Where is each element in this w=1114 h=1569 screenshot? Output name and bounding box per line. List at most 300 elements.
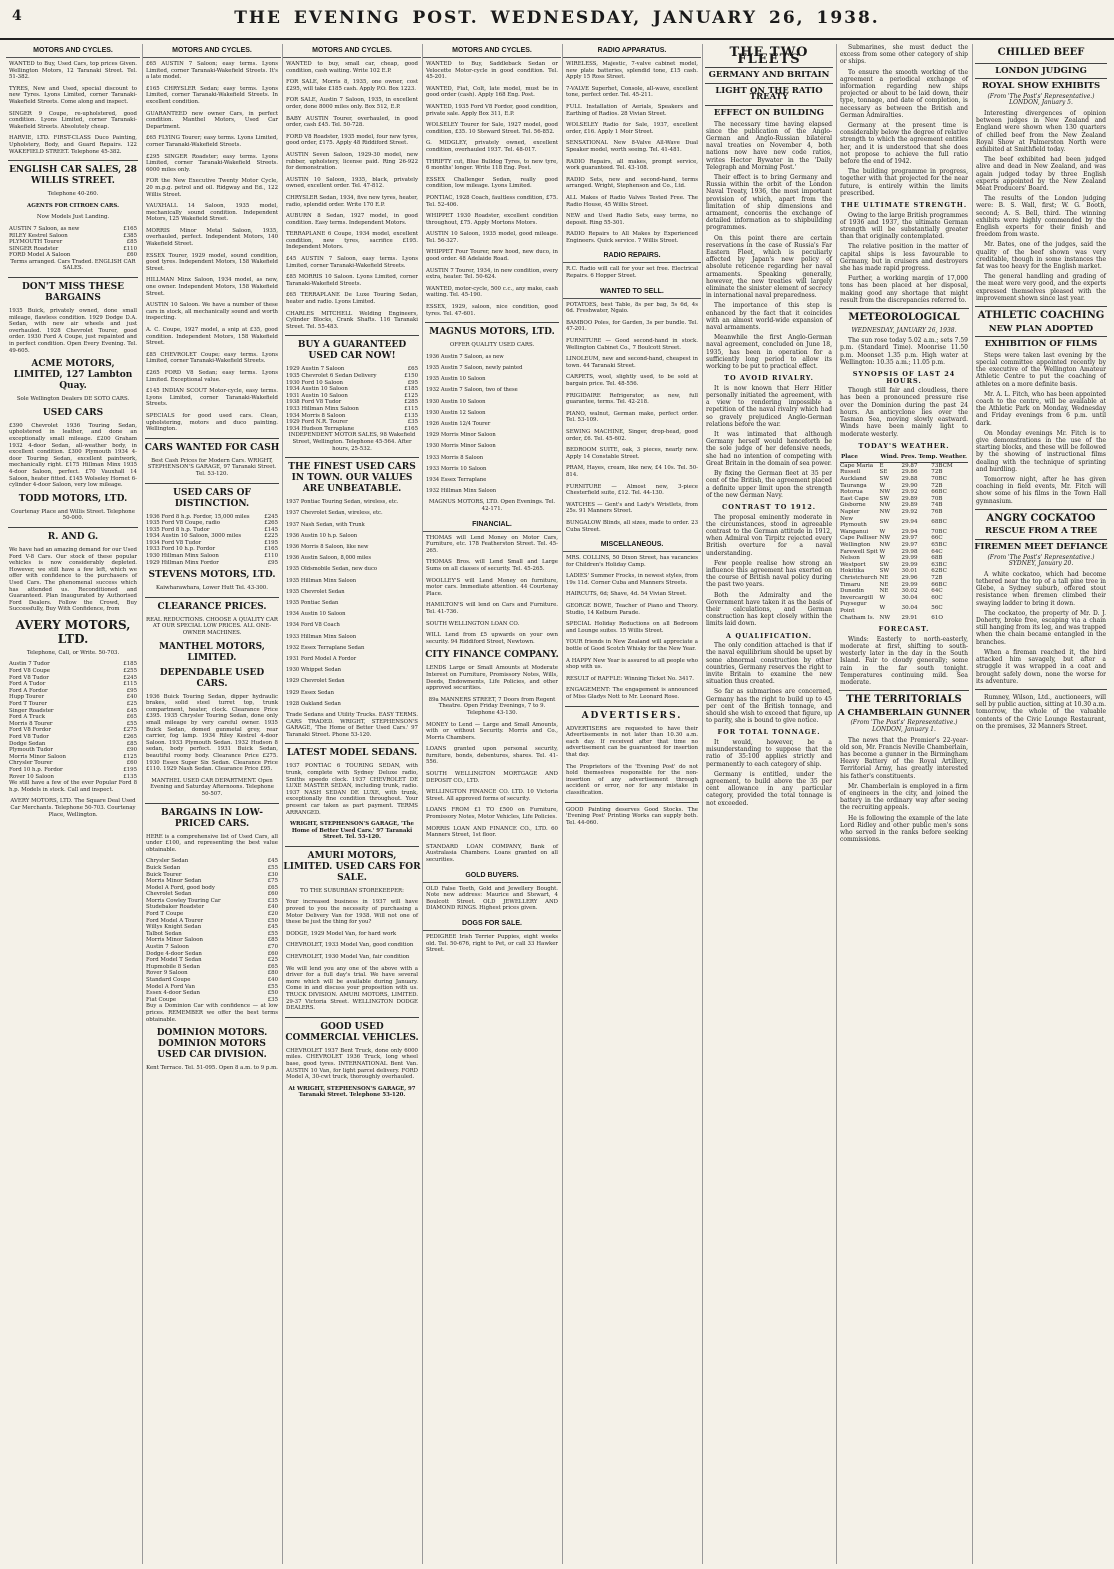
weather-cell: Hokitika [840,568,865,575]
weather-cell: NE [879,588,889,595]
weather-cell: 29.89 [901,495,918,502]
classified-ad: SPECIALS for good used cars. Clean, upholstering, motors and duco painting. Wellington. [146,412,278,433]
weather-cell: C [938,594,943,601]
article-headline: THE TERRITORIALS [846,694,962,706]
title-word: WEDNESDAY, [490,8,642,28]
weather-cell: Dunedin [840,588,864,595]
classified-ad: £265 FORD V8 Sedan; easy terms. Lyons Limited. Exceptional value. [146,369,278,383]
item-price: £275 [123,727,137,734]
article-body [837,212,971,304]
price-row [9,668,137,675]
item-name: Austin 7 Tudor [9,661,50,668]
ad-text: 1936 Buick Touring Sedan, dipper hydraulic brakes, solid steel turret top, trunk compartment, heater, clock. Clearance Price £395. 1935 Chrysler Touring Sedan, done only small mileage by very careful owner. 1935 Buick Sedan, domed gunmetal grey, rear carrier, fog lamp. 1934 Riley Kestrel 4-door Saloon. 1933 Plymouth Sedan. 1932 Hudson 8 sedan, body perfect. 1931 Buick Sedan, beautiful roomy body. Clearance Price £275. 1930 Essex Super Six Sedan. Clearance Price £110. 1929 Nash Sedan. Clearance Price £95. [146,693,278,773]
item-list [283,499,421,707]
ad-heading: ACME MOTORS, LIMITED, 127 Lambton Quay. [13,359,133,392]
item-name: 1934 Austin 10 Saloon, 3000 miles [146,533,242,540]
weather-cell: BC [938,489,947,496]
weather-cell: W [879,555,886,562]
weather-cell: Tauranga [840,482,867,489]
weather-cell: 29.91 [901,614,918,621]
price-list [6,226,140,259]
weather-row [840,615,968,622]
ad-text: MANTHEL USED CAR DEPARTMENT. Open Evening and Saturday Afternoons. Telephone 50-507. [150,777,274,797]
weather-cell: Farewell Spit [840,548,878,555]
article-body [973,110,1109,302]
weather-cell: 74 [931,502,939,509]
ad-text: We have had an amazing demand for our Used Ford V-8 Cars. Our stock of these popular vehicles is now considerably depleted. However, we still have a few left, which we offer with confidence to the purchasers of Used Cars. The phenomenal success which has attended us. Reconditioned and Guaranteed. Plan Inaugurated by Authorised Ford Dealers. Follow the Crowd, Buy Successfully, Buy With Confidence, from [9,546,137,613]
classified-ad: WANTED, Fiat, Colt, late model, must be in good order (cash). Apply 168 Eng. Post. [426,85,558,99]
classified-ad: BABY AUSTIN Tourer, overhauled, in good order, cash £45. Tel. 50-728. [286,115,418,129]
article-paragraph: The news that the Premier's 22-year-old son, Mr. Francis Neville Chamberlain, has become a gunner in the Birmingham Heavy Battery of the Royal Artillery, Territorial Army, has greatly interested his father's constituents. [840,736,968,780]
classified-ad: PONTIAC, 1928 Coach, faultless condition, £75. Tel. 52-406. [426,194,558,208]
classified-ad: FURNITURE — Almost new, 3-piece Chesterfield suite, £12. Tel. 44-130. [566,483,698,497]
item-price: £65 [267,884,278,891]
item-name: Ford V8 Tudor [9,734,49,740]
weather-cell: 29.86 [901,469,918,476]
classified-ad: AUSTIN 10 Saloon, 1935, black, privately owned, excellent order. Tel. 47-812. [286,176,418,190]
weather-column-header: Temp. [918,453,939,462]
price-row [9,708,137,715]
weather-cell: 63 [931,561,939,568]
article-crosshead: SYNOPSIS OF LAST 24 HOURS. [852,370,956,385]
weather-cell: C [938,604,943,611]
article-headline: ANGRY COCKATOO [986,512,1096,524]
article-paragraph: Mr. Chamberlain is employed in a firm of engineers in the city, and joined the battery in the ordinary way after seeing the recruiting appeals. [840,782,968,812]
section-heading: MOTORS AND CYCLES. [6,44,140,58]
ad-text: We will lend you any one of the above with a driver for a full day's trial. We have several more which will be available during January. Come in and discuss your proposition with us. TRUCK DIVISION. AMURI MOTORS, LIMITED. 29-37 Victoria Street. WELLINGTON DODGE DEALERS. [286,965,418,1012]
weather-cell: Auckland [840,476,867,483]
classified-ad: SOUTH WELLINGTON MORTGAGE AND DEPOSIT CO., LTD. [426,771,558,784]
weather-cell: Cape Maria [840,462,874,469]
weather-text: Though still fair and cloudless, there has been a pronounced pressure rise over the Dominion during the past 24 hours. An anticyclone lies over the Tasman Sea, moving slowly eastward. Winds have been mainly light to moderate westerly. [840,387,968,438]
weather-cell: 68 [931,555,939,562]
item-name: Rover 10 Saloon [9,773,54,780]
article-headline: ATHLETIC COACHING [977,310,1105,322]
weather-cell: B [938,574,943,581]
price-row [146,977,278,984]
article-subhead: EFFECT ON BUILDING [713,107,825,118]
classified-ad: £85 MORRIS 10 Saloon. Lyons Limited, corner Taranaki-Wakefield Streets. [286,274,418,287]
weather-cell: SW [879,561,890,568]
item-name: Morris Minor Saloon [9,753,66,760]
price-row [146,984,278,991]
item-price: £95 [267,559,278,566]
classified-ad: FULL Installation of Aerials, Speakers and Earthing of Radios. 28 Vivian Street. [566,103,698,117]
classified-list [423,535,561,646]
ad-heading: THE FINEST USED CARS IN TOWN. OUR VALUES ARE UNBEATABLE. [288,462,416,495]
item-name: Ford V8 Fordor [9,727,52,734]
price-row [146,997,278,1004]
ad-text: CHEVROLET 1937 Bent Truck, done only 6000 miles. CHEVROLET 1936 Truck, long wheel base, good tyres. INTERNATIONAL Bent Van. AUSTIN 10 Van, for light parcel delivery. FORD Model A, 30-cwt truck, thoroughly overhauled. [286,1047,418,1081]
ad-text: Best Cash Prices for Modern Cars. WRIGHT, STEPHENSON'S GARAGE, 97 Taranaki Street. Tel. 53-120. [147,457,277,477]
item-name: Morris Cowley Touring Car [146,897,221,904]
ad-text: £390 Chevrolet 1936 Touring Sedan, upholstered in leather, and done an exceptionally small mileage. £200 Graham 1932 4-door Sedan, all-weather body, in excellent condition. £300 Plymouth 1934 4-door Touring Sedan, excellent paintwork, mechanically right. £175 Hillman Minx 1935 4-door Saloon, perfect. £70 Vauxhall 14 Saloon, heater fitted. £145 Wolseley Hornet 6-cylinder 4-door Saloon, very low mileage. [9,422,137,489]
weather-table [840,453,968,621]
classified-ad: £65 TERRAPLANE De Luxe Touring Sedan, heater and radio. Lyons Limited. [286,292,418,306]
item-price: £65 [126,714,137,721]
classified-ad: WILL Lend from £5 upwards on your own security. 94 Riddiford Street, Newtown. [426,632,558,645]
price-row [146,891,278,898]
weather-cell: 29.87 [901,462,918,469]
classified-ad: £65 FLYING Tourer; easy terms. Lyons Limited, corner Taranaki-Wakefield Streets. [146,135,278,148]
list-item: 1936 Austin 7 Saloon, as new [426,353,504,360]
weather-cell: O [938,614,943,621]
item-price: £125 [404,392,418,399]
item-price: £245 [123,674,137,681]
item-price: £165 [123,225,137,232]
classified-ad: BEDROOM SUITE, oak, 3 pieces, nearly new. Apply 14 Constable Street. [566,447,698,460]
list-item: CHEVROLET, 1933 Model Van, good condition [286,942,414,949]
price-row [286,380,418,387]
item-name: 1934 Ford V8 Tudor [146,539,202,546]
article-paragraph: The importance of this step is enhanced by the fact that it coincides with an almost world-wide expansion of naval armaments. [706,302,832,332]
classified-ad: ENGAGEMENT: The engagement is announced of Miss Gladys Nott to Mr. Leonard Rose. [566,687,698,700]
item-name: AUSTIN 7 Saloon, as new [9,225,80,232]
section-heading: DOGS FOR SALE. [423,917,561,931]
weather-cell: W [879,528,886,535]
weather-cell: C [938,548,943,555]
article-paragraph: A white cockatoo, which had become tethered near the top of a tall pine tree in Glebe, a Sydney suburb, offered stout resistance when firemen climbed their swaying ladder to bring it down. [976,570,1106,607]
list-item: 1928 Oakland Sedan [286,700,341,707]
price-row [146,964,278,971]
item-price: £40 [267,904,278,911]
price-row [146,990,278,997]
article-paragraph: It was intimated that although Germany herself would henceforth be the sole judge of her defensive needs, she had no intention of competing with Great Britain in the domain of sea power. [706,431,832,467]
item-name: Morris Minor Sedan [146,878,202,885]
weather-row [840,575,968,582]
article-body [973,352,1109,505]
ad-text: Trade Sedans and Utility Trucks. EASY TERMS. CARS TRADED. WRIGHT, STEPHENSON'S GARAGE, 'The Home of Better Used Cars.' 97 Taranaki Street. Phone 53-120. [286,711,418,738]
classified-ad: LOANS FROM £1 TO £500 on Furniture, Promissory Notes, Motor Vehicles, Life Policies. [426,807,558,821]
weather-row [840,529,968,536]
list-item: 1933 Morris 8 Saloon [426,454,484,461]
weather-row [840,462,968,469]
price-row [9,760,137,767]
title-word: 26, [768,8,805,28]
article-paragraph: Submarines, she must deduct the excess from some other category of ship or ships. [840,44,968,66]
price-row [286,366,418,373]
article-crosshead: FORECAST. [878,625,930,634]
price-list [143,514,281,567]
item-name: RILEY Kestrel Saloon [9,232,68,239]
price-list [283,366,421,432]
weather-cell: BC [938,568,947,575]
ad-heading: CITY FINANCE COMPANY. [425,650,559,661]
ad-heading: BARGAINS IN LOW-PRICED CARS. [161,807,263,829]
weather-cell: 29.94 [901,518,918,525]
item-name: Ford 10 h.p. Fordor [9,766,63,773]
classified-ad: MRS. COLLINS, 50 Dixon Street, has vacancies for Children's Holiday Camp. [566,555,698,568]
classified-ad: SINGER 9 Coupe, re-upholstered, good condition. Lyons Limited, corner Taranaki-Wakefield Streets. Absolutely cheap. [9,110,137,130]
item-list [423,354,561,495]
item-price: £195 [264,539,278,546]
item-name: Dodge 4-door Sedan [146,950,202,957]
weather-cell: BCM [938,462,953,469]
item-name: Ford T Coupe [146,911,184,918]
item-price: £135 [404,412,418,419]
item-price: £40 [267,977,278,983]
item-name: Standard Coupe [146,977,191,983]
ad-text: REAL REDUCTIONS. CHOOSE A QUALITY CAR AT OUR SPECIAL LOW PRICES. ALL ONE-OWNER MACHINES. [146,616,278,637]
classified-ad: PIANO, walnut, German make, perfect order. Tel. 53-109. [566,410,698,424]
article-crosshead: TO AVOID RIVALRY. [724,374,814,383]
price-row [286,426,418,433]
item-name: Chrysler Sedan [146,858,189,865]
classified-ad: WIRELESS, Majestic, 7-valve cabinet model, new plate batteries, splendid tone, £15 cash. Apply 15 Ross Street. [566,61,698,81]
weather-row [840,509,968,516]
classified-ad: LOANS granted upon personal security, furniture, bonds, debentures, shares. Tel. 41-556. [426,746,558,766]
weather-text: The sun rose today 5.02 a.m.; sets 7.59 p.m. (Standard Time). Moonrise 11.50 p.m. Moonset 1.35 p.m. High water at Wellington: 10.35 a.m.; 11.05 p.m. [840,337,968,366]
list-item: 1930 Austin 12 Saloon [426,409,486,416]
item-name: Plymouth Tudor [9,747,53,754]
column-6 [702,44,835,1564]
list-item: 1936 Morris 8 Saloon, like new [286,543,369,550]
article-subhead: NEW PLAN ADOPTED [988,323,1094,334]
price-row [146,540,278,547]
item-price: £70 [267,944,278,951]
item-price: £110 [264,553,278,560]
article-paragraph: On this point there are certain reservations in the case of Russia's Far Eastern Fleet, which is peculiarly affected by Japan's new policy of absolute reticence regarding her naval armaments. Speaking generally, however, the new treaties will largely eliminate the sinister element of secrecy in international naval preparedness. [706,234,832,300]
article-body [703,514,835,628]
classified-ad: WELLINGTON FINANCE CO. LTD. 10 Victoria Street. All approved forms of security. [426,789,558,802]
classified-ad: AUSTIN 7 Tourer, 1934, in new condition, every extra, heater. Tel. 50-624. [426,267,558,281]
weather-cell: 29.99 [901,555,918,562]
weather-cell: 61 [931,614,939,621]
weather-cell: 72 [931,574,939,581]
weather-cell: 70 [931,495,939,502]
weather-column-header: Place [840,453,879,462]
weather-cell: Invercargill [840,594,874,601]
classified-ad: AUSTIN Seven Saloon, 1929-30 model, new rubber, upholstery, license paid. Ring 26-922 for demonstration. [286,151,418,172]
article-paragraph: The relative position in the matter of capital ships is less favourable to Germany, but in cruisers and destroyers she has made rapid progress. [840,243,968,273]
classified-ad: TERRAPLANE 6 Coupe, 1934 model, excellent condition, new tyres, sacrifice £195. Independent Motors. [286,231,418,251]
item-price: £85 [126,239,137,246]
item-price: £35 [267,897,278,904]
item-name: 1935 Chevrolet 6 Sedan Delivery [286,373,377,379]
price-row [146,911,278,918]
article-paragraph: The cockatoo, the property of Mr. D. J. Doherty, broke free, escaping via a chain still hanging from its leg, and was trapped when the chain became entangled in the branches. [976,609,1106,646]
ad-text: LENDS Large or Small Amounts at Moderate Interest on Furniture, Promissory Notes, Wills, Deeds, Endowments, Life Policies, and other approved securities. [426,665,558,692]
classified-ad: FOR SALE, Austin 7 Saloon, 1935, in excellent order, done 8000 miles only. Box 512, E.P. [286,97,418,110]
price-row [146,865,278,872]
ad-text: At WRIGHT, STEPHENSON'S GARAGE, 97 Taranaki Street. Telephone 53-120. [288,1085,416,1099]
classified-ad: TYRES, New and Used, special discount to new Tyres. Lyons Limited, corner Taranaki-Wakefield Streets. Come along and inspect. [9,85,137,105]
weather-row [840,562,968,569]
title-word: THE [234,8,282,28]
item-name: 1933 Hillman Minx Saloon [286,405,359,412]
ad-text: R.C. Radio will call for your set free. Electrical Repairs. 6 Hopper Street. [566,266,698,280]
classified-ad: RADIO Repairs, all makes, prompt service, work guaranteed. Tel. 43-108. [566,158,698,172]
item-price: £255 [123,668,137,675]
classified-ad: FORD V8 Roadster, 1935 model, four new tyres, good order, £175. Apply 48 Riddiford Street. [286,133,418,147]
weather-cell: BC [938,542,947,549]
classified-ad: MONEY to Lend — Large and Small Amounts, with or without Security. Morris and Co., Morris Chambers. [426,721,558,741]
item-price: £245 [264,513,278,520]
list-item: 1936 Austin Saloon, 8,000 miles [286,555,371,562]
list-item: 1934 Essex Terraplane [426,477,487,484]
classified-ad: SOUTH WELLINGTON LOAN CO. [426,620,520,627]
ad-text: We still have a few of the ever Popular Ford 8 h.p. Models in stock. Call and inspect. [9,780,137,793]
price-list [143,858,281,1003]
list-item: 1933 Hillman Minx Saloon [286,633,357,640]
weather-cell: BC [938,518,947,525]
ad-heading: MANTHEL MOTORS, LIMITED. [159,641,265,663]
ad-heading: R. AND G. [47,531,99,542]
item-price: £85 [267,937,278,944]
item-price: £50 [267,990,278,997]
classified-ad: ESSEX, 1929, saloon, nice condition, good tyres. Tel. 47-601. [426,304,558,317]
classified-ad: WHIPPET 1930 Roadster, excellent condition throughout, £75. Apply Mortons Motors. [426,213,558,226]
ad-heading: ADVERTISERS. [581,710,683,721]
item-name: 1930 Hillman Minx Saloon [146,553,219,560]
classified-ad: WANTED, 1935 Ford V8 Fordor, good condition, private sale. Apply Box 311, E.P. [426,103,558,117]
article-paragraph: On Monday evenings Mr. Fitch is to give demonstrations in the use of the starting blocks, and these will be followed by the showing of instructional films dealing with the technique of sprinting and hurdling. [976,429,1106,473]
weather-cell: 66 [931,535,939,542]
article-paragraph: To ensure the smooth working of the agreement a periodical exchange of information regarding new ships projected or about to be laid down, their type, tonnage, and date of completion, is necessary as between the British and German Admiralties. [840,68,968,119]
weather-cell: 62 [931,568,939,575]
article-paragraph: It would, however, be a misunderstanding to suppose that the ratio of 35:100 applies strictly and permanently to each category of ship. [706,738,832,768]
price-row [9,694,137,701]
list-item: 1929 Essex Sedan [286,689,334,696]
classified-ad: MORRIS LOAN AND FINANCE CO., LTD. 60 Manners Street, 1st floor. [426,825,558,839]
section-heading: WANTED TO SELL. [563,285,701,299]
weather-cell: 30.04 [901,604,918,611]
price-row [286,386,418,393]
price-row [146,970,278,977]
item-name: 1933 Ford 10 h.p. Fordor [146,546,216,553]
article-paragraph: Germany at the present time is considerably below the degree of relative strength to which the agreement entitles her, and it is understood that she does not propose to achieve the full ratio before the end of 1942. [840,122,968,166]
item-name: Ford A Truck [9,714,45,721]
weather-cell: C [938,588,943,595]
item-name: 1935 Ford V8 Coupe, radio [146,520,221,527]
item-price: £80 [267,970,278,977]
column-3 [282,44,421,1564]
item-price: £110 [123,245,137,252]
ad-text: GOOD Painting deserves Good Stocks. The 'Evening Post' Printing Works can supply both. Tel. 44-060. [566,806,698,826]
ad-heading: ENGLISH CAR SALES, 28 WILLIS STREET. [9,165,137,187]
section-heading: RADIO APPARATUS. [563,44,701,58]
weather-cell: B [938,555,943,562]
article-paragraph: The general handling and grading of the meat were very good, and the experts expressed themselves pleased with the improvement shown since last year. [976,273,1106,302]
price-row [146,944,278,951]
item-price: £95 [407,379,418,386]
weather-row [840,542,968,549]
classified-list [423,61,561,317]
price-row [286,399,418,406]
item-name: 1929 Austin 7 Saloon [286,366,345,373]
classified-list [423,722,561,864]
classified-list [283,61,421,330]
section-heading: FINANCIAL. [423,518,561,532]
article-body [837,44,971,197]
price-row [146,553,278,560]
ad-heading: DOMINION MOTORS. DOMINION MOTORS USED CAR DIVISION. [156,1028,268,1061]
price-row [9,226,137,233]
item-price: £165 [404,425,418,432]
classified-ad: £295 SINGER Roadster; easy terms. Lyons Limited, corner Taranaki-Wakefield Streets. 6000 miles only. [146,153,278,173]
price-row [9,727,137,734]
item-price: £385 [123,232,137,239]
weather-cell: Napier [840,509,860,516]
article-paragraph: The building programme in progress, together with that projected for the near future, is entirely within the limits prescribed. [840,168,968,197]
ad-heading: MAGNUS MOTORS, LTD. [429,327,555,338]
article-paragraph: The beef exhibited had been judged alive and dead in New Zealand, and was again judged today by three English experts appointed by the New Zealand Meat Producers' Board. [976,156,1106,192]
weather-row [840,582,968,589]
item-price: £125 [123,753,137,760]
item-price: £35 [407,419,418,426]
weather-cell: Westport [840,561,866,568]
ad-text: WRIGHT, STEPHENSON'S GARAGE, 'The Home of Better Used Cars.' 97 Taranaki Street. Tel. 53-120. [290,821,414,841]
price-row [146,858,278,865]
item-price: £185 [404,386,418,393]
article-body [973,571,1109,685]
classified-ad: GUARANTEED new owner Cars, in perfect condition. Manthel Motors, Used Car Department. [146,110,278,130]
article-body [837,737,971,844]
article-byline: (From 'The Post's' Representative.) LONDON, January 1. [850,719,958,733]
weather-cell: Wanganui [840,528,869,535]
weather-cell: East Cape [840,495,869,502]
item-name: Fiat Coupe [146,996,177,1003]
article-subhead: LIGHT ON THE RATIO TREATY [715,85,823,103]
classified-ad: THRIFTY cut, Blue Bulldog Tyres, to new tyre, 6 months' longer. Write 118 Eng. Post. [426,158,558,172]
classified-ad: THOMAS will Lend Money on Motor Cars, Furniture, etc. 178 Featherston Street. Tel. 45-265. [426,534,558,554]
item-price: £60 [126,760,137,767]
classified-ad: HILLMAN Minx Saloon, 1934 model, as new, one owner. Independent Motors, 158 Wakefield Street. [146,277,278,297]
price-list [6,661,140,780]
item-price: £55 [267,930,278,937]
weather-cell: SW [879,495,890,502]
price-row [9,767,137,774]
price-row [9,233,137,240]
price-row [146,957,278,964]
classified-ad: 7-VALVE Superhet, Console, all-wave, excellent tone, perfect order. Tel. 45-211. [566,85,698,99]
item-price: £45 [126,707,137,714]
price-row [146,878,278,885]
item-price: £60 [267,891,278,898]
ad-text: AGENTS FOR CITROEN CARS. [27,202,119,209]
classified-ad: THOMAS Bros. will Lend Small and Large Sums on all classes of security. Tel. 45-265. [426,559,558,573]
ad-text: 89a MANNERS STREET, 7 Doors from Regent Theatre. Open Friday Evenings, 7 to 9. Telephone 43-130. [428,696,556,716]
item-price: £95 [126,687,137,694]
price-row [9,246,137,253]
item-name: PLYMOUTH Tourer [9,239,63,246]
weather-cell: Christchurch [840,574,878,581]
classified-ad: CARPETS, wool, slightly used, to be sold at bargain price. Tel. 48-556. [566,374,698,387]
weather-row [840,496,968,503]
weather-cell: 29.99 [901,561,918,568]
classified-ad: RADIO Sets, new and second-hand, terms arranged. Wright, Stephenson and Co., Ltd. [566,176,698,190]
ad-text: Sole Wellington Dealers DE SOTO CARS. [16,396,130,403]
classified-ad: HAIRCUTS, 6d; Shave, 4d. 54 Vivian Street. [566,591,687,598]
item-name: Dodge Sedan [9,740,46,747]
classified-ad: HARVIE, LTD. FIRST-CLASS Duco Painting, Upholstery, Body, and Guard Repairs. 122 WAKEFIELD STREET. Telephone 45-382. [9,135,137,155]
article-byline: (From 'The Post's' Representative.) SYDNEY, January 20. [987,553,1095,568]
weather-cell: New Plymouth [840,515,867,529]
weather-cell: 65 [931,542,939,549]
item-name: Model A Ford, good body [146,884,215,891]
item-name: Ford V8 Coupe [9,668,50,675]
weather-cell: BC [938,561,947,568]
article-paragraph: Tomorrow night, after he has given coaching in field events, Mr. Fitch will show some of his films in the Town Hall gymnasium. [976,476,1106,505]
item-price: £90 [126,747,137,754]
weather-cell: SW [879,518,890,525]
weather-cell: 29.99 [901,581,918,588]
weather-cell: Chatham Is. [840,614,875,621]
ad-heading: GOOD USED COMMERCIAL VEHICLES. [285,1021,419,1043]
price-row [286,406,418,413]
item-price: £165 [264,546,278,553]
price-row [9,721,137,728]
